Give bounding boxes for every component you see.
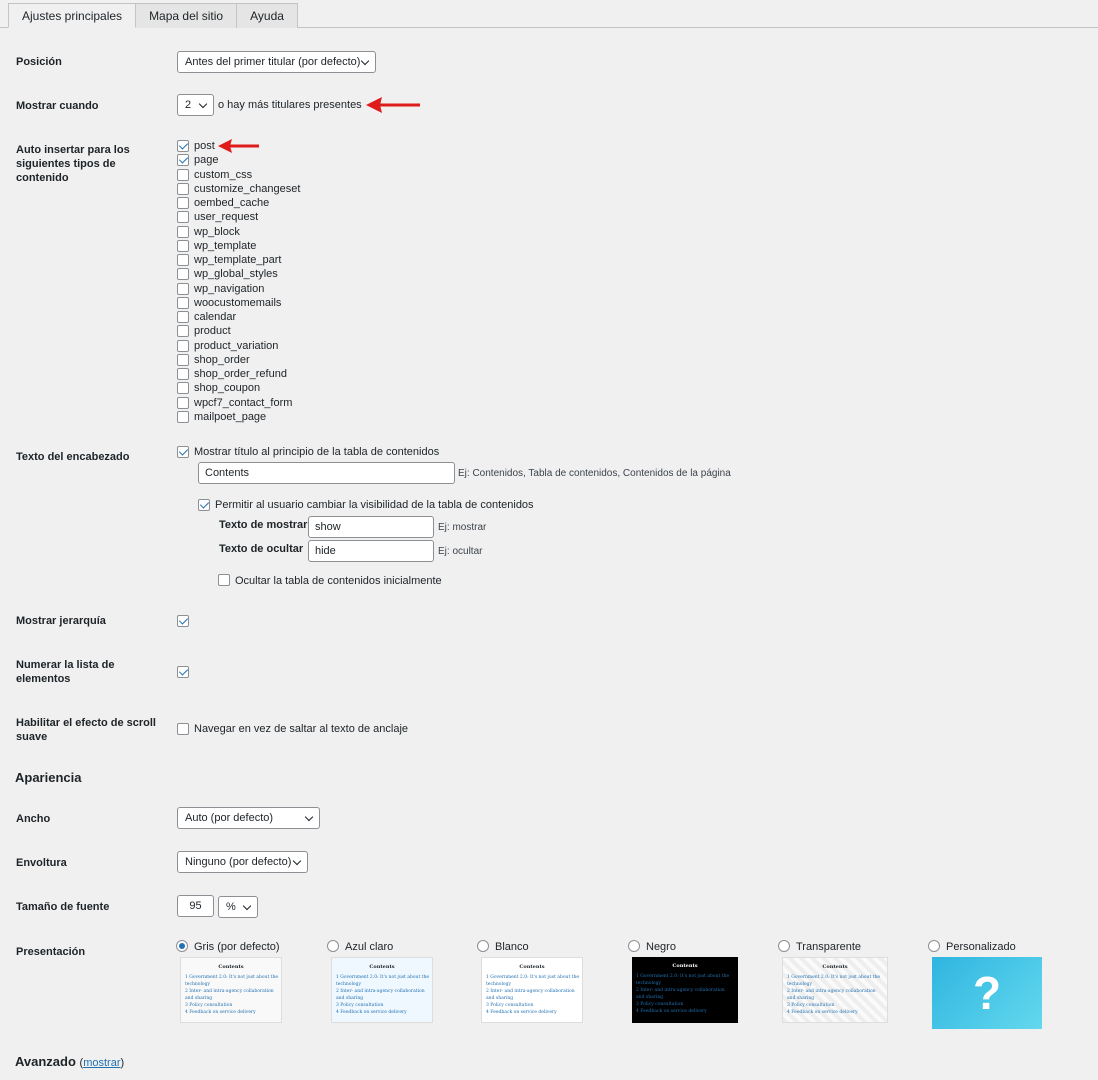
preview-title: Contents: [822, 964, 848, 970]
post-type-checkbox-page[interactable]: [177, 154, 189, 166]
theme-label: Gris (por defecto): [194, 941, 280, 953]
heading-text-label: Texto del encabezado: [16, 451, 130, 463]
show-when-select[interactable]: [177, 94, 214, 116]
arrow-annotation-icon: [364, 95, 422, 115]
post-type-checkbox-wp-block[interactable]: [177, 226, 189, 238]
preview-line: 2 Inter- and intra-agency collaboration: [636, 988, 725, 993]
preview-title: Contents: [218, 964, 244, 970]
position-select-value: Antes del primer titular (por defecto): [185, 56, 361, 68]
theme-label: Personalizado: [946, 941, 1016, 953]
post-type-checkbox-oembed-cache[interactable]: [177, 197, 189, 209]
hierarchy-checkbox[interactable]: [177, 615, 189, 627]
post-type-label: post: [194, 140, 215, 152]
theme-radio[interactable]: [928, 940, 940, 952]
post-type-checkbox-shop-order[interactable]: [177, 354, 189, 366]
preview-line: and sharing: [185, 996, 213, 1001]
preview-line: 1 Government 2.0: It's not just about the: [636, 974, 730, 979]
post-type-checkbox-wpcf7-contact-form[interactable]: [177, 397, 189, 409]
show-text-label: Texto de mostrar: [219, 519, 308, 531]
theme-radio[interactable]: [176, 940, 188, 952]
post-type-label: product: [194, 325, 231, 338]
post-type-label: calendar: [194, 311, 237, 323]
theme-preview[interactable]: [782, 957, 888, 1023]
arrow-annotation-icon: [217, 137, 261, 157]
post-type-checkbox-shop-order-refund[interactable]: [177, 368, 189, 380]
preview-line: 1 Government 2.0: It's not just about the: [336, 975, 430, 980]
auto-insert-label: Auto insertar para los siguientes tipos de contenido: [16, 144, 130, 184]
preview-line: 1 Government 2.0: It's not just about the: [486, 975, 580, 980]
post-type-label: shop_order_refund: [194, 368, 287, 380]
post-type-checkbox-mailpoet-page[interactable]: [177, 411, 189, 423]
post-type-checkbox-customize-changeset[interactable]: [177, 183, 189, 195]
post-type-checkbox-wp-global-styles[interactable]: [177, 268, 189, 280]
font-size-label: Tamaño de fuente: [16, 901, 110, 913]
post-type-checkbox-post[interactable]: [177, 140, 189, 152]
preview-line: 4 Feedback on service delivery: [486, 1010, 557, 1015]
post-type-label: mailpoet_page: [194, 410, 267, 423]
width-select[interactable]: [177, 807, 320, 829]
preview-line: 4 Feedback on service delivery: [336, 1010, 407, 1015]
theme-preview[interactable]: [632, 957, 738, 1023]
advanced-heading: Avanzado (mostrar): [15, 1054, 125, 1069]
custom-question-icon: ?: [972, 967, 1002, 1019]
post-type-checkbox-wp-template-part[interactable]: [177, 254, 189, 266]
hide-initially-checkbox[interactable]: [218, 574, 230, 586]
show-title-label: Mostrar título al principio de la tabla de contenidos: [194, 446, 440, 458]
post-type-label: wp_global_styles: [194, 268, 278, 281]
post-type-checkbox-calendar[interactable]: [177, 311, 189, 323]
preview-line: and sharing: [486, 996, 514, 1001]
preview-line: 1 Government 2.0: It's not just about the: [787, 975, 881, 980]
post-type-label: custom_css: [194, 168, 253, 181]
show-when-suffix: o hay más titulares presentes: [218, 99, 362, 111]
theme-label: Azul claro: [345, 941, 394, 953]
preview-line: technology: [787, 982, 813, 987]
post-type-checkbox-user-request[interactable]: [177, 211, 189, 223]
preview-line: technology: [185, 982, 211, 987]
smooth-scroll-option: Navegar en vez de saltar al texto de anclaje: [194, 723, 409, 735]
post-type-label: woocustomemails: [194, 296, 282, 309]
font-size-input[interactable]: [177, 895, 214, 917]
hide-text-hint: Ej: ocultar: [438, 546, 483, 557]
post-type-label: wp_navigation: [194, 282, 265, 295]
preview-line: 3 Policy consultation: [486, 1003, 534, 1008]
theme-preview[interactable]: [180, 957, 282, 1023]
preview-line: 2 Inter- and intra-agency collaboration: [787, 989, 876, 994]
preview-line: 2 Inter- and intra-agency collaboration: [336, 989, 425, 994]
chevron-down-icon: [293, 857, 301, 865]
wrap-select-value: Ninguno (por defecto): [185, 856, 292, 868]
post-type-checkbox-wp-template[interactable]: [177, 240, 189, 252]
advanced-heading-text: Avanzado: [15, 1054, 76, 1069]
tab-help[interactable]: Ayuda: [237, 3, 298, 28]
theme-radio[interactable]: [778, 940, 790, 952]
advanced-show-link[interactable]: mostrar: [83, 1057, 121, 1069]
presentation-label: Presentación: [16, 946, 86, 958]
wrap-select[interactable]: [177, 851, 308, 873]
show-when-value: 2: [185, 99, 192, 111]
show-title-checkbox[interactable]: [177, 446, 189, 458]
preview-line: 3 Policy consultation: [336, 1003, 384, 1008]
theme-label: Negro: [646, 941, 676, 953]
theme-label: Transparente: [796, 941, 862, 953]
font-unit-select[interactable]: [218, 896, 258, 918]
hide-initially-label: Ocultar la tabla de contenidos inicialmente: [235, 575, 442, 587]
preview-line: and sharing: [336, 996, 364, 1001]
allow-toggle-checkbox[interactable]: [198, 499, 210, 511]
post-type-label: customize_changeset: [194, 182, 301, 195]
preview-line: and sharing: [636, 995, 664, 1000]
show-when-label: Mostrar cuando: [16, 100, 99, 112]
preview-line: 4 Feedback on service delivery: [787, 1010, 858, 1015]
chevron-down-icon: [361, 57, 369, 65]
font-unit-value: %: [226, 901, 236, 913]
theme-preview[interactable]: [932, 957, 1042, 1029]
preview-line: technology: [486, 982, 512, 987]
tab-sitemap[interactable]: Mapa del sitio: [136, 3, 237, 28]
preview-line: 2 Inter- and intra-agency collaboration: [185, 989, 274, 994]
post-type-checkbox-custom-css[interactable]: [177, 169, 189, 181]
theme-radio[interactable]: [628, 940, 640, 952]
post-type-checkbox-wp-navigation[interactable]: [177, 283, 189, 295]
theme-preview[interactable]: [481, 957, 583, 1023]
width-select-value: Auto (por defecto): [185, 812, 274, 824]
smooth-scroll-label: Habilitar el efecto de scroll suave: [16, 717, 156, 743]
post-type-checkbox-product[interactable]: [177, 325, 189, 337]
appearance-heading: Apariencia: [15, 770, 82, 785]
post-type-label: product_variation: [194, 339, 279, 352]
allow-toggle-label: Permitir al usuario cambiar la visibilidad de la tabla de contenidos: [215, 499, 534, 511]
heading-title-hint: Ej: Contenidos, Tabla de contenidos, Contenidos de la página: [458, 468, 731, 479]
chevron-down-icon: [243, 902, 251, 910]
preview-title: Contents: [519, 964, 545, 970]
post-type-label: shop_coupon: [194, 382, 261, 395]
post-type-label: user_request: [194, 211, 259, 224]
heading-title-input[interactable]: [198, 462, 455, 484]
post-type-label: wp_template: [194, 239, 257, 252]
post-type-checkbox-woocustomemails[interactable]: [177, 297, 189, 309]
preview-line: and sharing: [787, 996, 815, 1001]
preview-title: Contents: [369, 964, 395, 970]
chevron-down-icon: [199, 100, 207, 108]
preview-line: 3 Policy consultation: [636, 1002, 684, 1007]
numbering-label: Numerar la lista de elementos: [16, 659, 115, 685]
smooth-scroll-checkbox[interactable]: [177, 723, 189, 735]
post-type-checkbox-shop-coupon[interactable]: [177, 382, 189, 394]
hierarchy-label: Mostrar jerarquía: [16, 615, 106, 627]
post-type-label: wp_template_part: [194, 254, 282, 266]
hide-text-label: Texto de ocultar: [219, 543, 304, 555]
post-type-label: shop_order: [194, 353, 250, 366]
preview-title: Contents: [672, 963, 698, 969]
position-select[interactable]: [177, 51, 376, 73]
preview-line: 4 Feedback on service delivery: [185, 1010, 256, 1015]
preview-line: 4 Feedback on service delivery: [636, 1009, 707, 1014]
theme-preview[interactable]: [331, 957, 433, 1023]
preview-line: technology: [636, 981, 662, 986]
theme-radio[interactable]: [327, 940, 339, 952]
post-type-label: wp_block: [194, 225, 240, 238]
position-label: Posición: [16, 56, 62, 68]
settings-tabs: [8, 3, 298, 28]
post-type-label: oembed_cache: [194, 197, 270, 209]
chevron-down-icon: [305, 813, 313, 821]
preview-line: 3 Policy consultation: [185, 1003, 233, 1008]
preview-line: 2 Inter- and intra-agency collaboration: [486, 989, 575, 994]
show-text-hint: Ej: mostrar: [438, 522, 487, 533]
post-type-checkbox-product-variation[interactable]: [177, 340, 189, 352]
hide-text-input[interactable]: [308, 540, 434, 562]
numbering-checkbox[interactable]: [177, 666, 189, 678]
theme-label: Blanco: [495, 941, 529, 953]
preview-line: 3 Policy consultation: [787, 1003, 835, 1008]
post-type-label: page: [194, 154, 219, 167]
tab-main-settings[interactable]: Ajustes principales: [8, 3, 136, 28]
theme-radio[interactable]: [477, 940, 489, 952]
preview-line: 1 Government 2.0: It's not just about the: [185, 975, 279, 980]
preview-line: technology: [336, 982, 362, 987]
wrap-label: Envoltura: [16, 857, 67, 869]
width-label: Ancho: [16, 813, 51, 825]
post-type-label: wpcf7_contact_form: [194, 396, 293, 409]
show-text-input[interactable]: [308, 516, 434, 538]
